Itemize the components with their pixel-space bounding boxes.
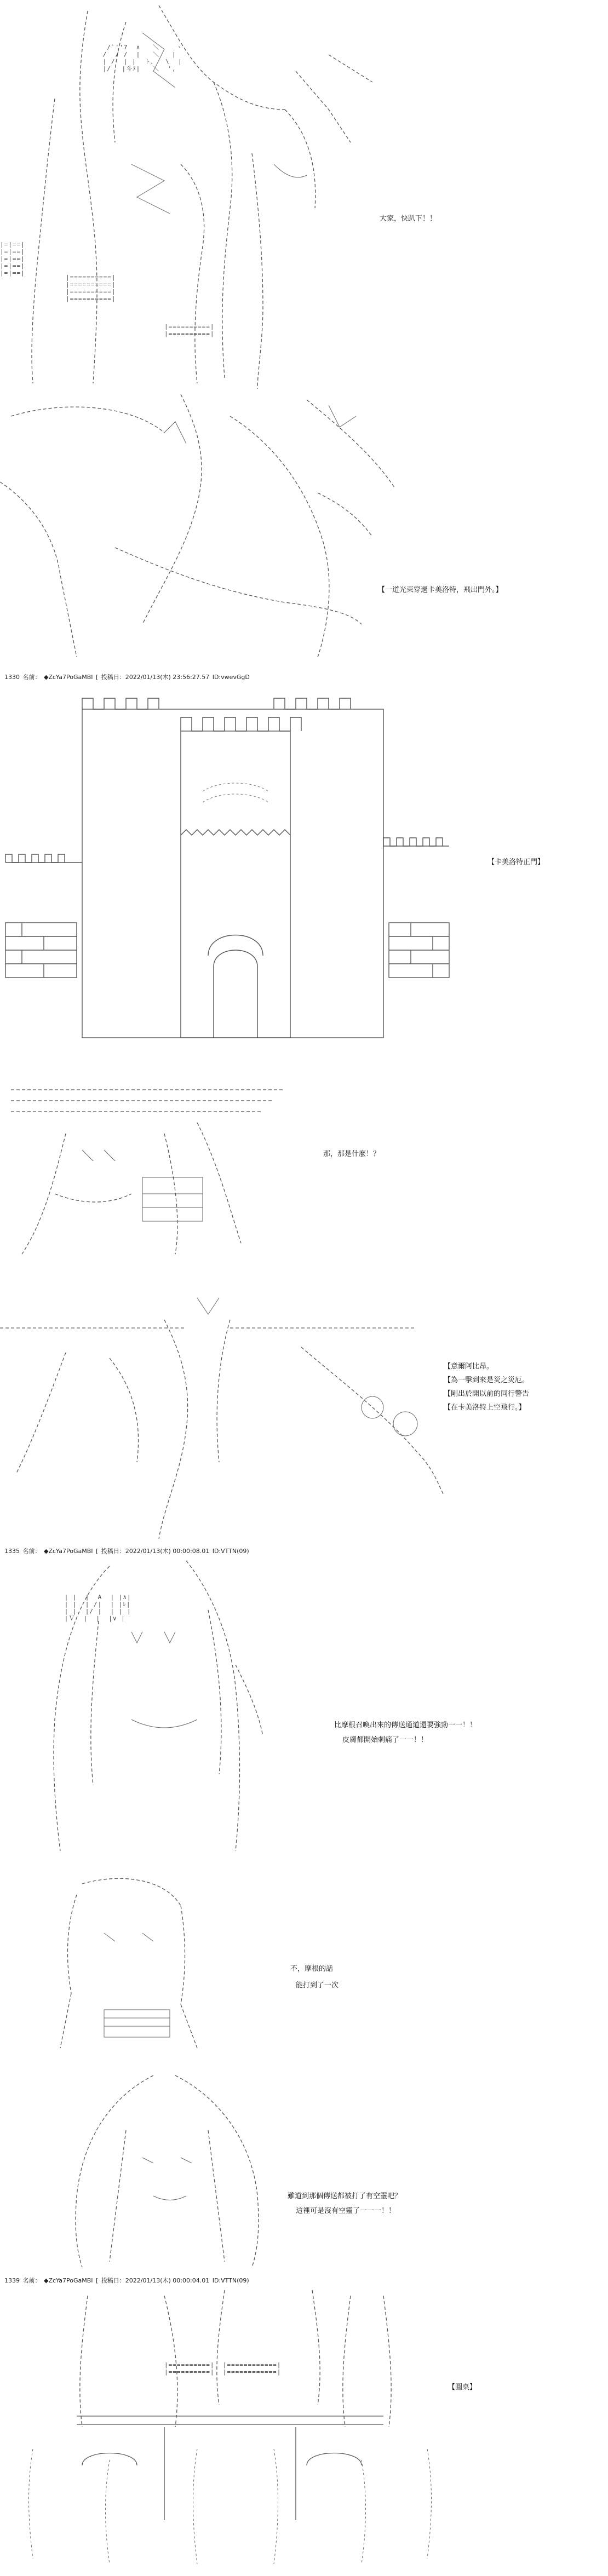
location-caption: 【卡美洛特正門】 [487, 858, 545, 866]
ascii-art-block: /`''7 ∧ ＼ ヽ / / / | ＼ | | / | | ト、 \ | |/ |斗ﾒ| ＼ ', [102, 44, 183, 72]
ascii-art-surprised [0, 1068, 608, 1298]
post-author: ◆ZcYa7PoGaMBI [44, 674, 93, 681]
post-author: ◆ZcYa7PoGaMBI [44, 1548, 93, 1555]
narration-box: 【一道光束穿過卡美洛特，飛出門外。】 [378, 586, 503, 594]
dialogue-text: 這裡可是沒有空靈了一一一！！ [296, 2207, 396, 2215]
post-name-label: 名前： [22, 1548, 41, 1555]
narration-line: 【為一擊到來是災之災厄。 [444, 1376, 530, 1384]
panel-6 [0, 1555, 608, 1862]
panel-5 [0, 1298, 608, 1544]
ascii-art-block: |=|==| |=|==| |=|==| |=|==| |=|==| [0, 241, 25, 277]
post-number: 1335 [4, 1548, 20, 1555]
ascii-art-light-beam [0, 394, 608, 668]
dialogue-text: 比摩根召喚出來的傳送通道還要強勁一一！！ [334, 1721, 477, 1729]
dialogue-text: 不，摩根的話 [290, 1965, 334, 1973]
dialogue-text: 能打到了一次 [296, 1981, 339, 1990]
post-header-1339 [4, 2276, 250, 2285]
ascii-art-block: |==========| |============| |==========| |============| [164, 2361, 282, 2376]
ascii-art-dragon-albion [0, 1298, 608, 1544]
panel-9 [0, 2285, 608, 2576]
post-separator: [ [96, 2277, 99, 2284]
dialogue-text: 那，那是什麼！？ [323, 1150, 381, 1158]
location-caption: 【圓桌】 [448, 2383, 477, 2391]
post-name-label: 名前： [22, 674, 41, 681]
post-date: 投稿日：2022/01/13(木) 23:56:27.57 [101, 674, 210, 681]
post-separator: [ [96, 674, 99, 681]
dialogue-text: 皮膚都開始刺痛了一一！！ [342, 1736, 428, 1744]
post-header-1330 [4, 672, 251, 681]
post-number: 1330 [4, 674, 20, 681]
narration-line: 【在卡美洛特上空飛行。】 [444, 1404, 526, 1412]
post-number: 1339 [4, 2277, 20, 2284]
post-separator: [ [96, 1548, 99, 1555]
post-name-label: 名前： [22, 2277, 41, 2284]
post-id: ID:VTTN(09) [212, 2277, 249, 2284]
dialogue-text: 大家，快趴下！！ [380, 215, 437, 223]
ascii-art-round-table [0, 2285, 608, 2576]
narration-line: 【剛出於開以前的同行警告 [444, 1390, 530, 1398]
panel-1 [0, 0, 608, 394]
ascii-art-block: |==========| |==========| [164, 323, 215, 337]
ascii-art-block: | | | A | |∧| | | | /| | |ﾚ| | | |/ | | | | |Ｖ | | |∨ | [64, 1594, 131, 1622]
post-id: ID:vwevGgD [212, 674, 250, 681]
ascii-art-hooded-figure [0, 0, 608, 394]
ascii-art-woman [0, 2065, 608, 2273]
narration-line: 【意爾阿比昂。 [444, 1362, 494, 1371]
dialogue-text: 難道到那個傳送都被打了有空靈吧？ [288, 2192, 402, 2200]
ascii-art-castle-gate [0, 682, 608, 1065]
post-date: 投稿日：2022/01/13(木) 00:00:04.01 [101, 2277, 210, 2284]
post-id: ID:VTTN(09) [212, 1548, 249, 1555]
panel-3 [0, 682, 608, 1065]
panel-2 [0, 394, 608, 668]
post-date: 投稿日：2022/01/13(木) 00:00:08.01 [101, 1548, 210, 1555]
post-header-1335 [4, 1546, 250, 1555]
ascii-art-block: |==========| |==========| |==========| |==========| [66, 274, 116, 302]
panel-8 [0, 2065, 608, 2273]
post-author: ◆ZcYa7PoGaMBI [44, 2277, 93, 2284]
panel-4 [0, 1068, 608, 1298]
panel-7 [0, 1873, 608, 2059]
